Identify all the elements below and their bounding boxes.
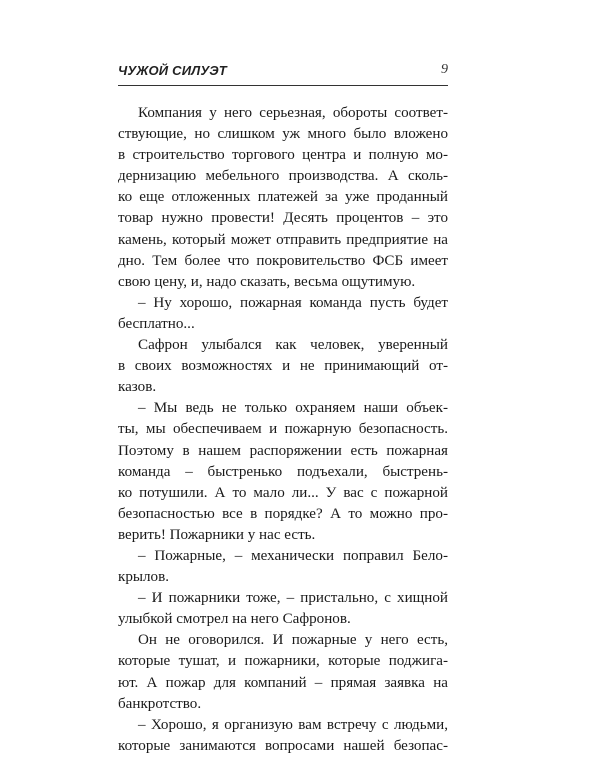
- text-line: которые занимаются вопросами нашей безопас-: [118, 737, 448, 754]
- text-line: ют. А пожар для компаний – прямая заявка на: [118, 674, 448, 691]
- page-number: 9: [441, 62, 448, 77]
- running-header: [118, 63, 448, 83]
- running-title: ЧУЖОЙ СИЛУЭТ: [118, 63, 227, 78]
- text-line: – Хорошо, я организую вам встречу с людьми,: [138, 716, 448, 733]
- text-line: Поэтому в нашем распоряжении есть пожарная: [118, 442, 448, 459]
- text-line: ко потушили. А то мало ли... У вас с пожарной: [118, 484, 448, 501]
- text-line: в строительство торгового центра и полную мо-: [118, 147, 448, 164]
- text-line: банкротство.: [118, 695, 202, 712]
- text-line: – Пожарные, – механически поправил Бело-: [138, 547, 448, 564]
- text-line: камень, который может отправить предприятие на: [118, 231, 448, 248]
- text-line: Он не оговорился. И пожарные у него есть,: [138, 632, 448, 649]
- text-line: – Мы ведь не только охраняем наши объек-: [138, 400, 448, 417]
- text-line: улыбкой смотрел на него Сафронов.: [118, 611, 351, 628]
- text-line: которые тушат, и пожарники, которые поджига-: [118, 653, 448, 670]
- text-line: ствующие, но слишком уж много было вложено: [118, 126, 448, 143]
- text-line: Сафрон улыбался как человек, уверенный: [138, 337, 448, 354]
- body-text: [118, 103, 448, 757]
- text-line: ты, мы обеспечиваем и пожарную безопасность.: [118, 421, 448, 438]
- text-line: – Ну хорошо, пожарная команда пусть будет: [138, 294, 448, 311]
- text-line: Компания у него серьезная, обороты соответ-: [138, 105, 448, 121]
- text-line: в своих возможностях и не принимающий от-: [118, 358, 448, 375]
- text-line: безопасностью все в порядке? А то можно про-: [118, 505, 448, 522]
- header-rule: [118, 85, 448, 86]
- text-line: ко еще отложенных платежей за уже проданный: [118, 189, 448, 206]
- text-line: бесплатно...: [118, 315, 195, 332]
- text-line: команда – быстренько подъехали, быстрень-: [118, 463, 448, 480]
- text-line: свою цену, и, надо сказать, весьма ощутимую.: [118, 273, 416, 290]
- text-line: – И пожарники тоже, – пристально, с хищной: [138, 590, 448, 607]
- text-line: товар нужно провести! Десять процентов – это: [118, 210, 448, 227]
- text-line: дернизацию мебельного производства. А сколь-: [118, 168, 448, 185]
- text-line: казов.: [118, 379, 157, 396]
- text-line: верить! Пожарники у нас есть.: [118, 526, 316, 543]
- text-line: дно. Тем более что покровительство ФСБ имеет: [118, 252, 448, 269]
- text-line: крылов.: [118, 569, 170, 586]
